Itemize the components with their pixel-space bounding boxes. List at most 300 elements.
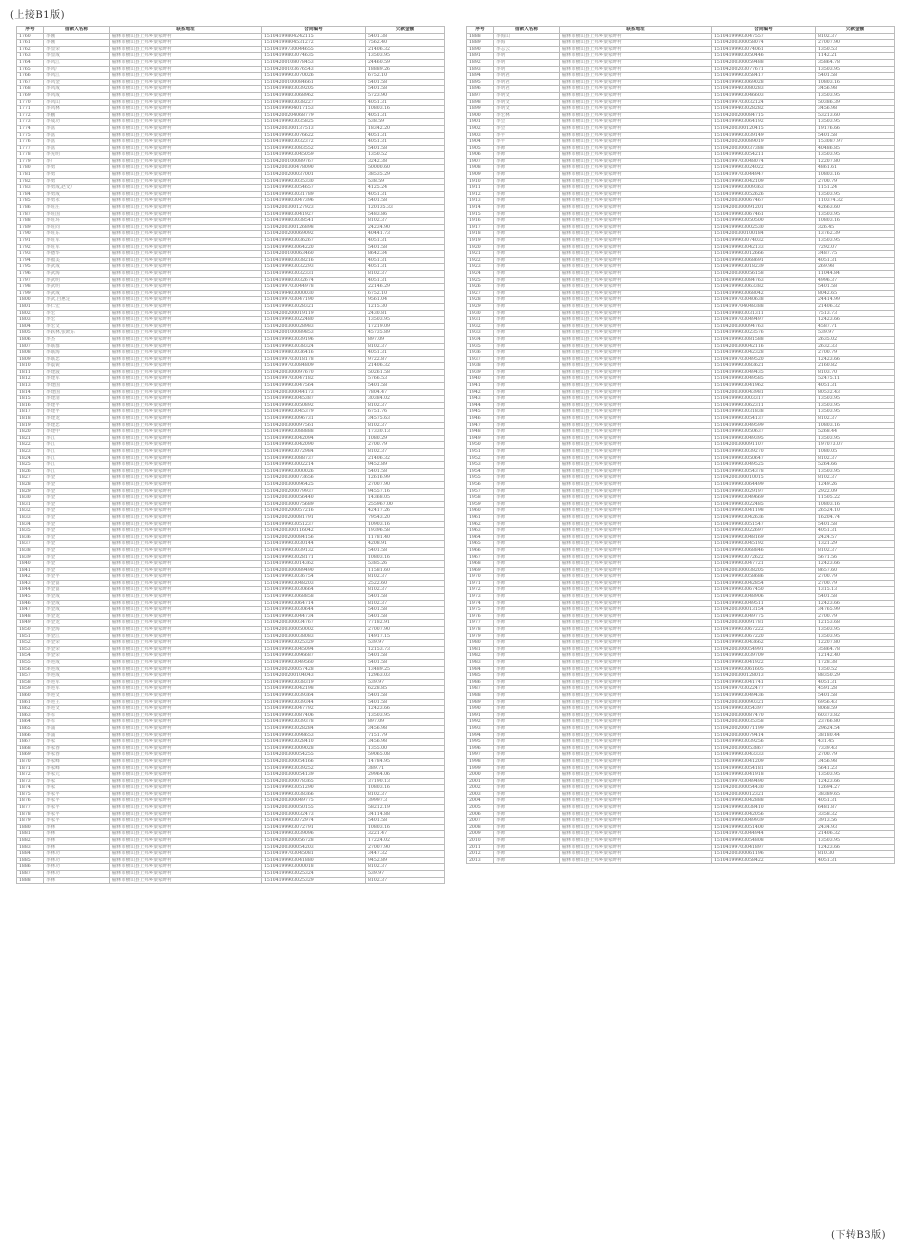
table-row	[17, 310, 445, 317]
cell-no: 1961	[467, 514, 494, 521]
cell-no: 1914	[467, 205, 494, 212]
cell-amount: 7513.73	[816, 310, 895, 317]
cell-contract: 15104199903044734	[262, 613, 366, 620]
cell-no: 1787	[17, 211, 44, 218]
table-row	[17, 640, 445, 647]
table-row	[17, 857, 445, 864]
cell-name: 李金龙	[44, 620, 110, 627]
cell-amount: 6228.85	[366, 686, 445, 693]
table-row	[467, 824, 895, 831]
cell-no: 1855	[17, 660, 44, 667]
cell-amount: 810.30	[816, 851, 895, 858]
cell-address: 榆林市横山县上邦乡梁家畔村	[110, 125, 262, 132]
cell-amount: 3358.32	[816, 811, 895, 818]
cell-name: 李帅	[494, 178, 560, 185]
cell-contract: 15104199903042888	[712, 798, 816, 805]
table-row	[467, 495, 895, 502]
cell-no: 1907	[467, 158, 494, 165]
table-row	[17, 172, 445, 179]
table-row	[467, 739, 895, 746]
cell-no: 1775	[17, 132, 44, 139]
cell-address: 榆林市横山县上邦乡梁家畔村	[560, 719, 712, 726]
cell-name: 李会	[494, 125, 560, 132]
cell-no: 1925	[467, 277, 494, 284]
cell-no: 1876	[17, 798, 44, 805]
table-row	[17, 211, 445, 218]
cell-no: 1902	[467, 125, 494, 132]
cell-address: 榆林市横山县上邦乡梁家畔村	[560, 686, 712, 693]
cell-contract: 15104199903070026	[262, 73, 366, 80]
cell-name: 李帅	[494, 198, 560, 205]
cell-name: 李勇成,赵文广	[44, 185, 110, 192]
cell-no: 1823	[17, 449, 44, 456]
cell-address: 榆林市横山县上邦乡梁家畔村	[110, 791, 262, 798]
cell-no: 1871	[17, 765, 44, 772]
cell-contract: 15104199903023576	[712, 330, 816, 337]
cell-address: 榆林市横山县上邦乡梁家畔村	[110, 244, 262, 251]
cell-no: 1767	[17, 79, 44, 86]
cell-address: 榆林市横山县上邦乡梁家畔村	[560, 139, 712, 146]
cell-address: 榆林市横山县上邦乡梁家畔村	[110, 653, 262, 660]
cell-no: 1943	[467, 396, 494, 403]
cell-contract: 15104200300028983	[262, 323, 366, 330]
cell-amount: 5401.58	[366, 145, 445, 152]
cell-name: 李帅	[494, 732, 560, 739]
cell-amount: 13503.95	[366, 53, 445, 60]
table-row	[17, 864, 445, 871]
cell-name: 李风成	[44, 86, 110, 93]
cell-amount: 11781.40	[366, 534, 445, 541]
table-row	[17, 699, 445, 706]
cell-address: 榆林市横山县上邦乡梁家畔村	[560, 798, 712, 805]
cell-no: 1908	[467, 165, 494, 172]
cell-amount: 12423.66	[816, 317, 895, 324]
cell-address: 榆林市横山县上邦乡梁家畔村	[560, 778, 712, 785]
cell-amount: 897.09	[366, 719, 445, 726]
cell-amount: 8102.37	[366, 600, 445, 607]
table-row	[17, 389, 445, 396]
table-row	[17, 238, 445, 245]
cell-name: 李武明	[44, 277, 110, 284]
cell-no: 1980	[467, 640, 494, 647]
cell-address: 榆林市横山县上邦乡梁家畔村	[110, 40, 262, 47]
cell-contract: 15104199903087406	[262, 712, 366, 719]
table-row	[17, 40, 445, 47]
cell-contract: 15104199903054137	[712, 416, 816, 423]
cell-name: 李帅	[494, 290, 560, 297]
cell-amount: 21406.32	[816, 831, 895, 838]
cell-no: 1799	[17, 290, 44, 297]
cell-name: 李帅	[494, 231, 560, 238]
table-row	[467, 303, 895, 310]
cell-name: 李广	[44, 158, 110, 165]
cell-no: 2011	[467, 844, 494, 851]
cell-amount: 8102.37	[366, 864, 445, 871]
table-row	[17, 79, 445, 86]
cell-name: 李帅	[494, 356, 560, 363]
cell-no: 1807	[17, 343, 44, 350]
cell-address: 榆林市横山县上邦乡梁家畔村	[110, 501, 262, 508]
cell-name: 李联忠	[44, 356, 110, 363]
cell-no: 1839	[17, 554, 44, 561]
cell-name: 李帅	[494, 264, 560, 271]
cell-amount: 9452.89	[366, 462, 445, 469]
cell-no: 1848	[17, 613, 44, 620]
cell-no: 1974	[467, 600, 494, 607]
cell-amount: 2635.02	[816, 336, 895, 343]
cell-contract: 15104199903052626	[712, 191, 816, 198]
cell-amount: 5401.58	[816, 692, 895, 699]
table-row	[17, 725, 445, 732]
cell-address: 榆林市横山县上邦乡梁家畔村	[110, 877, 262, 884]
cell-address: 榆林市横山县上邦乡梁家畔村	[560, 732, 712, 739]
cell-contract: 15104200300037388	[712, 145, 816, 152]
cell-address: 榆林市横山县上邦乡梁家畔村	[560, 508, 712, 515]
cell-amount: 539.97	[366, 640, 445, 647]
table-row	[467, 752, 895, 759]
cell-contract: 15104199903058417	[712, 73, 816, 80]
cell-no: 1924	[467, 270, 494, 277]
table-row	[17, 580, 445, 587]
cell-amount: 6481.87	[816, 805, 895, 812]
cell-amount: 13762.39	[816, 231, 895, 238]
cell-address: 榆林市横山县上邦乡梁家畔村	[110, 132, 262, 139]
cell-address: 榆林市横山县上邦乡梁家畔村	[560, 350, 712, 357]
cell-address: 榆林市横山县上邦乡梁家畔村	[560, 264, 712, 271]
cell-amount: 4125.24	[366, 185, 445, 192]
cell-contract: 15104199903039196	[262, 336, 366, 343]
cell-contract: 15104199703044947	[712, 172, 816, 179]
cell-no: 1784	[17, 191, 44, 198]
table-row	[467, 541, 895, 548]
cell-amount: 79543.20	[366, 514, 445, 521]
cell-name: 李家平	[44, 791, 110, 798]
cell-address: 榆林市横山县上邦乡梁家畔村	[560, 468, 712, 475]
cell-amount: 2700.79	[816, 178, 895, 185]
table-row	[17, 541, 445, 548]
cell-amount: 5401.58	[366, 653, 445, 660]
cell-name: 李帅	[494, 818, 560, 825]
cell-address: 榆林市横山县上邦乡梁家畔村	[560, 310, 712, 317]
cell-no: 1968	[467, 561, 494, 568]
cell-amount: 9722.87	[366, 356, 445, 363]
table-row	[467, 778, 895, 785]
cell-no: 1853	[17, 646, 44, 653]
cell-address: 榆林市横山县上邦乡梁家畔村	[110, 607, 262, 614]
cell-contract: 15104200200071199	[712, 725, 816, 732]
cell-address: 榆林市横山县上邦乡梁家畔村	[110, 785, 262, 792]
cell-contract: 15104199903063382	[712, 284, 816, 291]
cell-contract: 15104199903039270	[712, 449, 816, 456]
table-row	[467, 172, 895, 179]
cell-address: 榆林市横山县上邦乡梁家畔村	[110, 198, 262, 205]
cell-address: 榆林市横山县上邦乡梁家畔村	[560, 303, 712, 310]
cell-contract: 15104199903000026	[262, 468, 366, 475]
cell-address: 榆林市横山县上邦乡梁家畔村	[110, 534, 262, 541]
cell-address: 榆林市横山县上邦乡梁家畔村	[560, 706, 712, 713]
cell-amount: 17330.13	[366, 429, 445, 436]
cell-address: 榆林市横山县上邦乡梁家畔村	[560, 46, 712, 53]
cell-address: 榆林市横山县上邦乡梁家畔村	[560, 211, 712, 218]
cell-contract: 15104200300054991	[712, 646, 816, 653]
cell-address: 榆林市横山县上邦乡梁家畔村	[110, 752, 262, 759]
cell-no: 1849	[17, 620, 44, 627]
cell-name: 李帅	[494, 699, 560, 706]
cell-no: 1785	[17, 198, 44, 205]
cell-no: 1916	[467, 218, 494, 225]
cell-no: 1987	[467, 686, 494, 693]
cell-name: 李金	[44, 547, 110, 554]
table-row	[17, 712, 445, 719]
table-row	[467, 92, 895, 99]
cell-address: 榆林市横山县上邦乡梁家畔村	[110, 224, 262, 231]
cell-name: 李家平	[44, 805, 110, 812]
cell-amount: 1080.29	[366, 435, 445, 442]
cell-address: 榆林市横山县上邦乡梁家畔村	[560, 145, 712, 152]
cell-no: 1793	[17, 251, 44, 258]
cell-amount: 5401.58	[366, 547, 445, 554]
table-row	[17, 270, 445, 277]
cell-amount: 5401.58	[366, 244, 445, 251]
table-row	[467, 429, 895, 436]
cell-amount: 13503.95	[816, 191, 895, 198]
cell-name: 李进军	[44, 679, 110, 686]
cell-address: 榆林市横山县上邦乡梁家畔村	[110, 547, 262, 554]
cell-no: 1880	[17, 824, 44, 831]
cell-contract: 15104199903051400	[712, 824, 816, 831]
cell-contract: 15104200108078453	[262, 59, 366, 66]
cell-no: 1834	[17, 521, 44, 528]
cell-amount: 19396.58	[366, 528, 445, 535]
cell-amount: 5641.23	[816, 765, 895, 772]
cell-name: 李金	[44, 541, 110, 548]
cell-no: 1837	[17, 541, 44, 548]
table-row	[467, 66, 895, 73]
cell-contract: 15104199903045059	[262, 152, 366, 159]
cell-name: 李金富	[44, 580, 110, 587]
table-row	[17, 607, 445, 614]
cell-address: 榆林市横山县上邦乡梁家畔村	[110, 805, 262, 812]
cell-no: 1957	[467, 488, 494, 495]
cell-name: 李旺庄	[44, 205, 110, 212]
table-row	[467, 350, 895, 357]
cell-amount: 2700.79	[816, 350, 895, 357]
table-row	[17, 303, 445, 310]
table-row	[467, 59, 895, 66]
cell-name: 李帅	[494, 422, 560, 429]
cell-address: 榆林市横山县上邦乡梁家畔村	[110, 158, 262, 165]
table-row	[17, 409, 445, 416]
cell-name: 李军	[44, 719, 110, 726]
table-row	[17, 851, 445, 858]
cell-address: 榆林市横山县上邦乡梁家畔村	[110, 99, 262, 106]
cell-address: 榆林市横山县上邦乡梁家畔村	[560, 369, 712, 376]
cell-name: 李帅	[494, 376, 560, 383]
table-row	[467, 851, 895, 858]
cell-contract: 15104199703045081	[262, 851, 366, 858]
header-no: 序号	[17, 27, 44, 34]
table-row	[17, 73, 445, 80]
cell-contract: 15104199903072984	[262, 449, 366, 456]
cell-amount: 13503.95	[816, 468, 895, 475]
cell-no: 1954	[467, 468, 494, 475]
cell-name: 李风山	[44, 99, 110, 106]
cell-name: 李帅	[494, 165, 560, 172]
cell-contract: 15104199903043333	[712, 752, 816, 759]
cell-name: 李帅	[494, 587, 560, 594]
table-row	[17, 86, 445, 93]
cell-no: 1949	[467, 435, 494, 442]
cell-name: 李建军	[44, 376, 110, 383]
cell-amount: 8102.37	[366, 449, 445, 456]
cell-name: 李帅	[494, 383, 560, 390]
cell-address: 榆林市横山县上邦乡梁家畔村	[560, 514, 712, 521]
cell-contract: 15104199803041927	[262, 211, 366, 218]
cell-address: 榆林市横山县上邦乡梁家畔村	[110, 369, 262, 376]
header-amount: 欠款金额	[816, 27, 895, 34]
cell-address: 榆林市横山县上邦乡梁家畔村	[560, 125, 712, 132]
cell-amount: 1355.00	[366, 745, 445, 752]
table-row	[17, 435, 445, 442]
cell-contract: 15104199703049520	[712, 356, 816, 363]
cell-contract: 15104200300059488	[712, 59, 816, 66]
table-row	[17, 481, 445, 488]
cell-no: 1832	[17, 508, 44, 515]
cell-no: 1985	[467, 673, 494, 680]
table-row	[467, 818, 895, 825]
cell-no: 1998	[467, 758, 494, 765]
cell-address: 榆林市横山县上邦乡梁家畔村	[560, 580, 712, 587]
cell-no: 1898	[467, 99, 494, 106]
cell-name: 李帅	[494, 706, 560, 713]
cell-address: 榆林市横山县上邦乡梁家畔村	[110, 857, 262, 864]
cell-contract: 15104200300056728	[262, 838, 366, 845]
cell-name: 李武海	[44, 270, 110, 277]
cell-no: 1904	[467, 139, 494, 146]
cell-no: 1792	[17, 244, 44, 251]
cell-contract: 15104199903039344	[262, 699, 366, 706]
cell-contract: 15104199903088737	[262, 455, 366, 462]
table-row	[467, 435, 895, 442]
cell-amount: 50386.39	[816, 99, 895, 106]
table-row	[17, 686, 445, 693]
cell-name: 李帅	[494, 205, 560, 212]
cell-name: 李杰	[44, 336, 110, 343]
cell-name: 李金	[44, 554, 110, 561]
cell-contract: 15104199903041209	[712, 758, 816, 765]
cell-contract: 15104199903042198	[262, 686, 366, 693]
table-row	[467, 785, 895, 792]
cell-address: 榆林市横山县上邦乡梁家畔村	[560, 745, 712, 752]
table-row	[467, 336, 895, 343]
cell-address: 榆林市横山县上邦乡梁家畔村	[560, 488, 712, 495]
cell-address: 榆林市横山县上邦乡梁家畔村	[560, 270, 712, 277]
cell-address: 榆林市横山县上邦乡梁家畔村	[110, 541, 262, 548]
table-row	[467, 805, 895, 812]
cell-amount: 11505.22	[816, 495, 895, 502]
table-row	[467, 758, 895, 765]
table-row	[467, 686, 895, 693]
table-row	[17, 165, 445, 172]
table-row	[467, 33, 895, 40]
cell-address: 榆林市横山县上邦乡梁家畔村	[560, 481, 712, 488]
cell-name: 李帅	[494, 488, 560, 495]
cell-no: 1978	[467, 627, 494, 634]
cell-amount: 2700.79	[816, 613, 895, 620]
cell-no: 1937	[467, 356, 494, 363]
table-row	[467, 831, 895, 838]
cell-contract: 15104200300087470	[712, 712, 816, 719]
cell-name: 李帅	[494, 627, 560, 634]
cell-address: 榆林市横山县上邦乡梁家畔村	[110, 336, 262, 343]
table-row	[17, 145, 445, 152]
cell-contract: 15104200203077671	[712, 66, 816, 73]
cell-name: 李金	[44, 481, 110, 488]
cell-address: 榆林市横山县上邦乡梁家畔村	[560, 547, 712, 554]
cell-no: 1934	[467, 336, 494, 343]
cell-no: 1818	[17, 416, 44, 423]
cell-address: 榆林市横山县上邦乡梁家畔村	[110, 356, 262, 363]
cell-contract: 15104199803032674	[262, 277, 366, 284]
cell-amount: 1350.52	[816, 666, 895, 673]
cell-amount: 5401.58	[816, 73, 895, 80]
cell-name: 李林	[44, 824, 110, 831]
cell-no: 1969	[467, 567, 494, 574]
cell-name: 李武明	[44, 284, 110, 291]
cell-no: 1923	[467, 264, 494, 271]
table-row	[17, 739, 445, 746]
table-row	[467, 514, 895, 521]
cell-contract: 15104200300010015	[712, 475, 816, 482]
cell-no: 1895	[467, 79, 494, 86]
table-row	[17, 620, 445, 627]
cell-no: 1805	[17, 330, 44, 337]
cell-amount: 5766.53	[366, 376, 445, 383]
cell-no: 1984	[467, 666, 494, 673]
cell-no: 1864	[17, 719, 44, 726]
cell-name: 李帅	[494, 554, 560, 561]
cell-name: 李帅	[494, 218, 560, 225]
cell-name: 李帅	[494, 660, 560, 667]
cell-address: 榆林市横山县上邦乡梁家畔村	[560, 594, 712, 601]
cell-amount: 10803.16	[366, 554, 445, 561]
table-row	[467, 310, 895, 317]
cell-address: 榆林市横山县上邦乡梁家畔村	[110, 574, 262, 581]
cell-amount: 5385.26	[366, 561, 445, 568]
cell-no: 1870	[17, 758, 44, 765]
cell-amount: 21406.32	[366, 46, 445, 53]
cell-name: 李帅	[494, 640, 560, 647]
cell-name: 李勇永	[44, 198, 110, 205]
cell-amount: 38389.65	[816, 791, 895, 798]
cell-name: 李金成	[44, 607, 110, 614]
table-row	[17, 719, 445, 726]
table-row	[467, 660, 895, 667]
cell-contract: 15104199903049511	[712, 600, 816, 607]
cell-contract: 15104200300079414	[712, 732, 816, 739]
cell-contract: 15104199903022480	[262, 317, 366, 324]
cell-no: 2008	[467, 824, 494, 831]
cell-amount: 538.59	[366, 178, 445, 185]
cell-contract: 15104199903067222	[712, 627, 816, 634]
cell-address: 榆林市横山县上邦乡梁家畔村	[560, 172, 712, 179]
cell-contract: 15104199903064192	[712, 119, 816, 126]
cell-amount: 22146.29	[366, 284, 445, 291]
cell-no: 1990	[467, 706, 494, 713]
cell-amount: 39997.3	[366, 798, 445, 805]
table-row	[17, 791, 445, 798]
cell-contract: 15104199903096731	[262, 416, 366, 423]
